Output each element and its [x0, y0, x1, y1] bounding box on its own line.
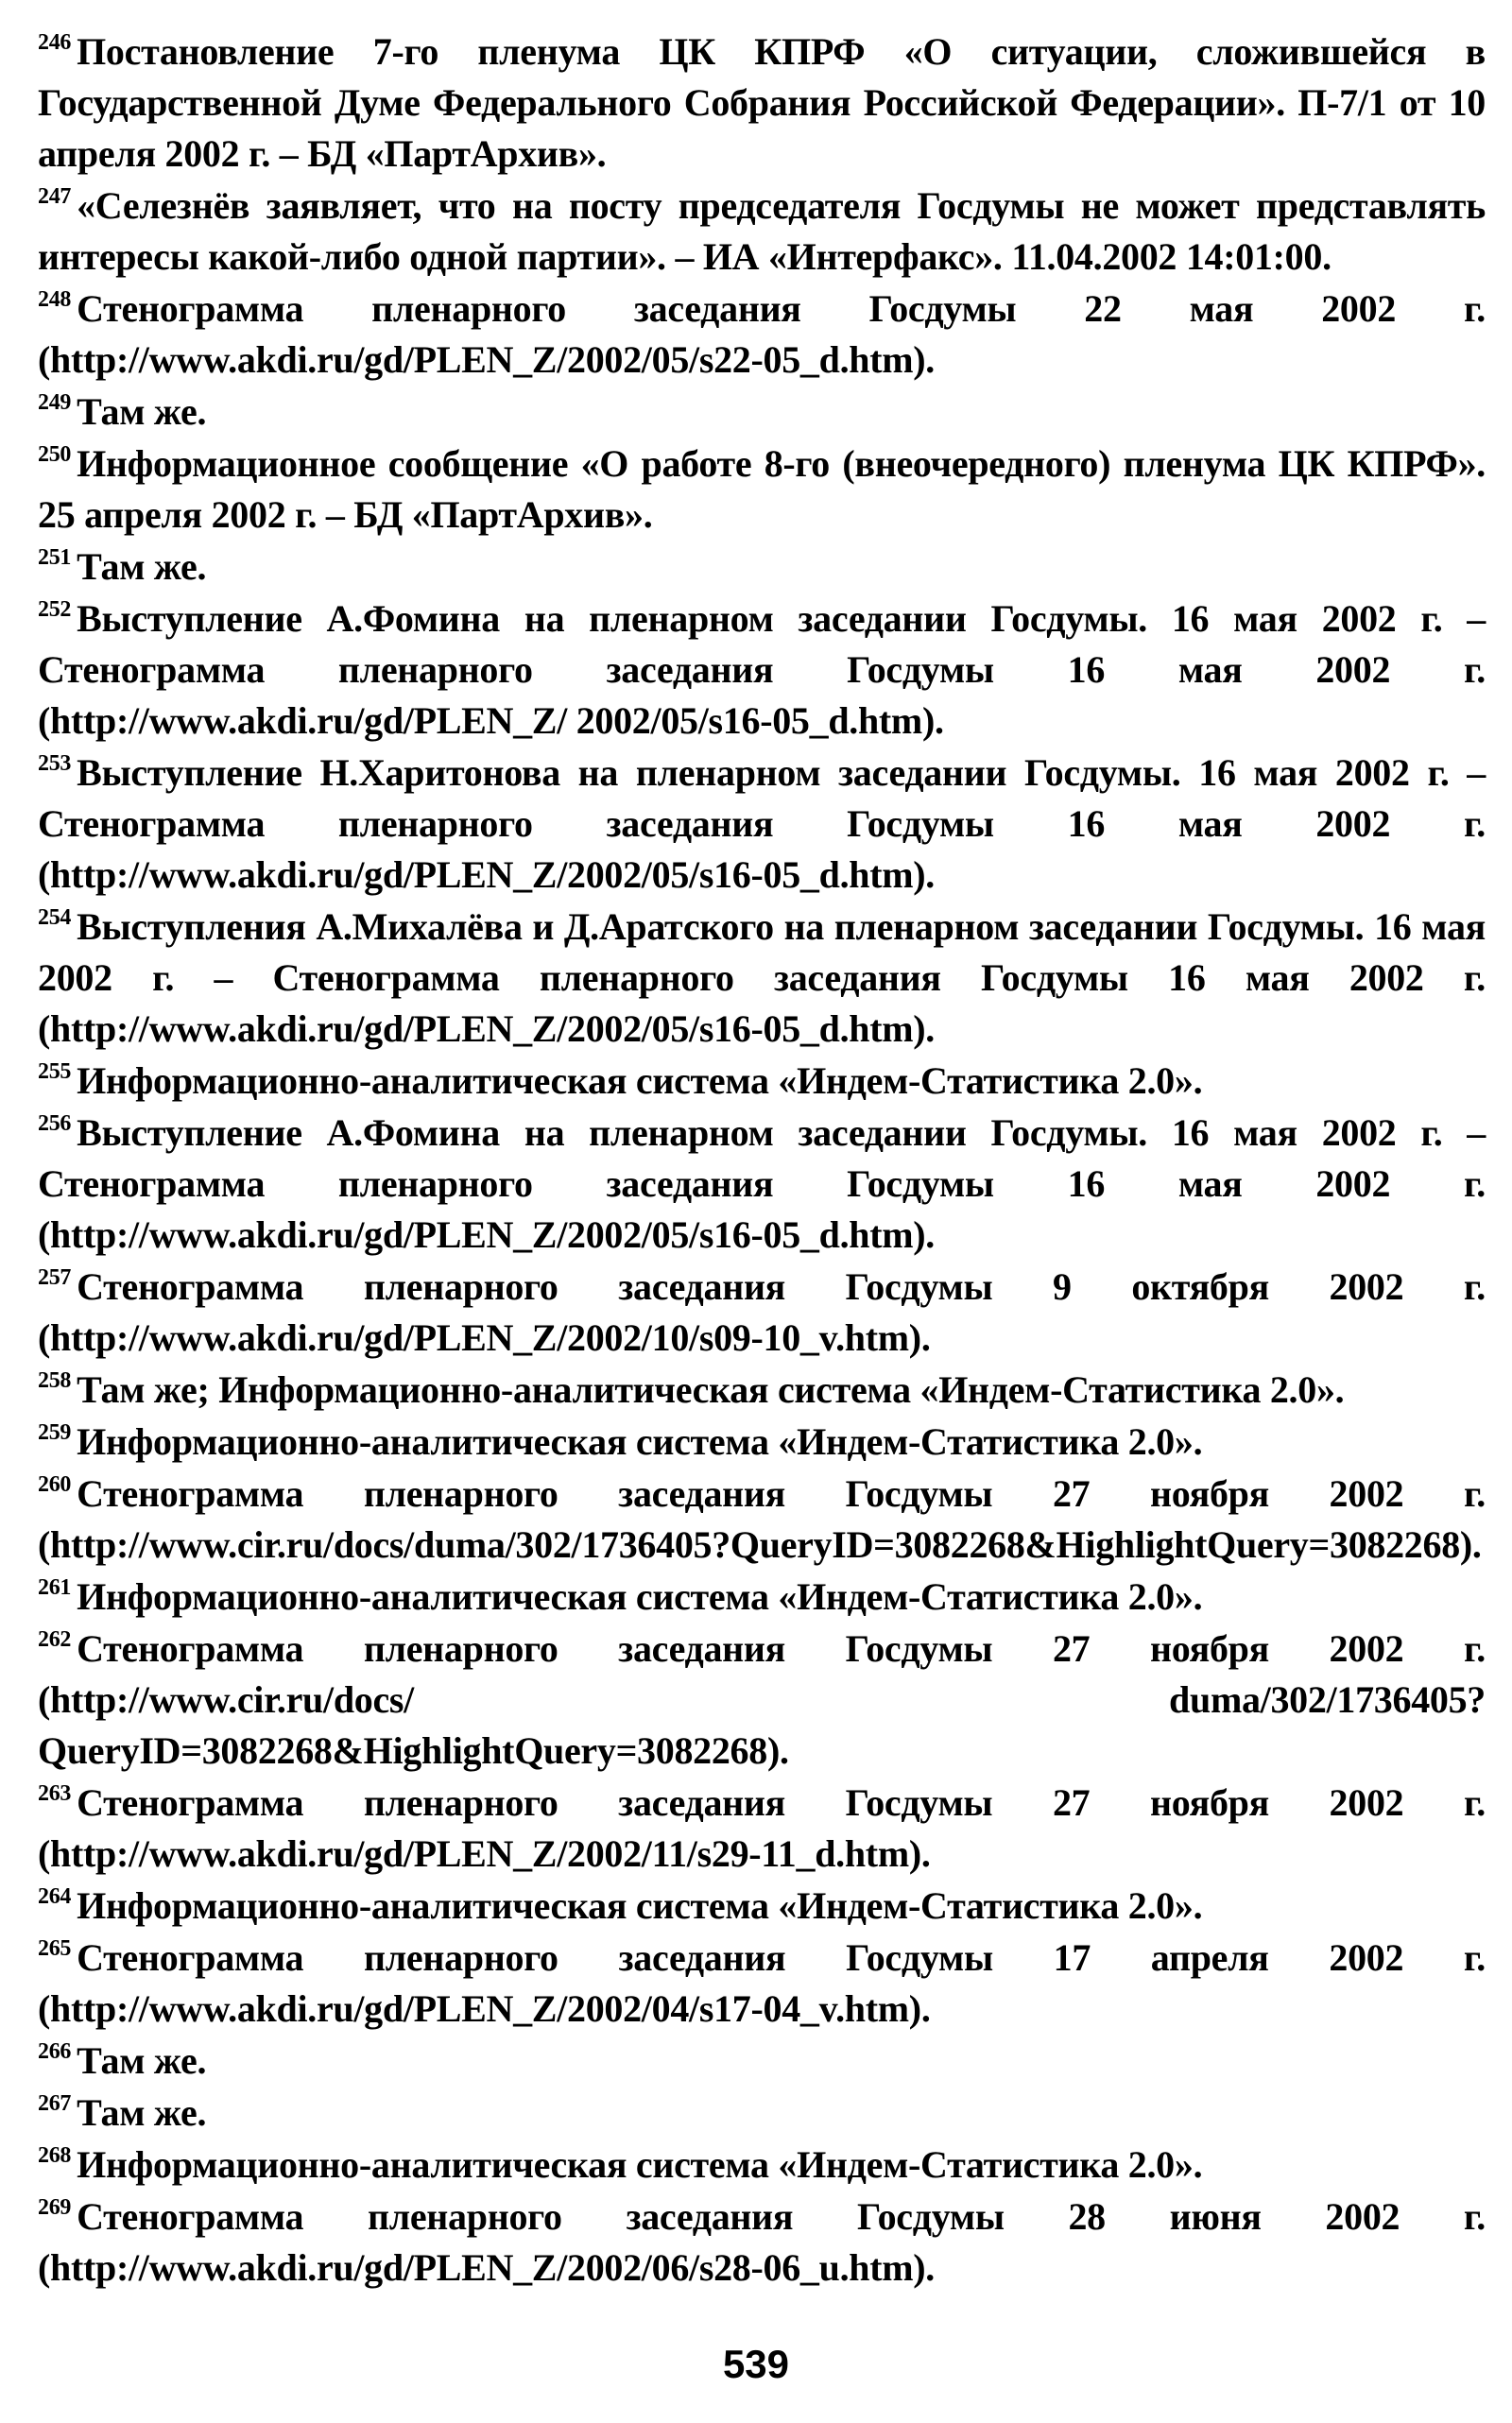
footnote	[38, 1469, 1486, 1571]
footnote-text: Информационно-аналитическая система «Индем-Статистика 2.0».	[77, 1059, 1203, 1102]
footnote	[38, 748, 1486, 901]
footnote-text: Информационно-аналитическая система «Индем-Статистика 2.0».	[77, 1420, 1203, 1463]
footnote-text: Стенограмма пленарного заседания Госдумы 28 июня 2002 г. (http://www.akdi.ru/gd/PLEN_Z/2002/06/s28-06_u.htm).	[38, 2195, 1486, 2289]
footnote-text: Постановление 7-го пленума ЦК КПРФ «О ситуации, сложившейся в Государственной Думе Федерального Собрания Российской Федерации». П-7/1 от 10 апреля 2002 г. – БД «ПартАрхив».	[38, 30, 1486, 175]
footnote-text: «Селезнёв заявляет, что на посту председателя Госдумы не может представлять интересы какой-либо одной партии». – ИА «Интерфакс». 11.04.2002 14:01:00.	[38, 184, 1486, 278]
footnote-text: Информационно-аналитическая система «Индем-Статистика 2.0».	[77, 1575, 1203, 1618]
footnote	[38, 2191, 1486, 2294]
footnote-number: 253	[38, 751, 72, 776]
footnote-number: 259	[38, 1420, 72, 1445]
footnote-text: Информационно-аналитическая система «Индем-Статистика 2.0».	[77, 2143, 1203, 2186]
footnote-number: 258	[38, 1368, 72, 1393]
footnote-text: Там же.	[77, 545, 207, 588]
footnote	[38, 1778, 1486, 1880]
footnote-text: Там же; Информационно-аналитическая система «Индем-Статистика 2.0».	[77, 1368, 1345, 1411]
footnote	[38, 1624, 1486, 1777]
footnotes-list	[38, 26, 1486, 2294]
footnote-text: Стенограмма пленарного заседания Госдумы 27 ноября 2002 г. (http://www.akdi.ru/gd/PLEN_Z/2002/11/s29-11_d.htm).	[38, 1781, 1486, 1875]
footnote	[38, 1108, 1486, 1261]
footnote-number: 252	[38, 597, 72, 622]
footnote	[38, 2088, 1486, 2139]
footnote-number: 268	[38, 2143, 72, 2168]
footnote-text: Стенограмма пленарного заседания Госдумы 9 октября 2002 г. (http://www.akdi.ru/gd/PLEN_Z/2002/10/s09-10_v.htm).	[38, 1265, 1486, 1359]
footnote	[38, 1365, 1486, 1416]
footnote-number: 261	[38, 1575, 72, 1600]
footnote-text: Информационное сообщение «О работе 8-го (внеочередного) пленума ЦК КПРФ». 25 апреля 2002 г. – БД «ПартАрхив».	[38, 442, 1486, 536]
footnote	[38, 284, 1486, 386]
footnote-text: Выступление Н.Харитонова на пленарном заседании Госдумы. 16 мая 2002 г. – Стенограмма пленарного заседания Госдумы 16 мая 2002 г. (http://www.akdi.ru/gd/PLEN_Z/2002/05/s16-05_d.htm).	[38, 751, 1486, 896]
footnote-text: Стенограмма пленарного заседания Госдумы 27 ноября 2002 г. (http://www.cir.ru/docs/ duma/302/1736405?QueryID=3082268&HighlightQuery=3082268).	[38, 1627, 1486, 1772]
footnote	[38, 1572, 1486, 1623]
footnote-number: 246	[38, 30, 72, 55]
footnote	[38, 1881, 1486, 1932]
footnote	[38, 1933, 1486, 2035]
footnote-text: Выступление А.Фомина на пленарном заседании Госдумы. 16 мая 2002 г. – Стенограмма пленарного заседания Госдумы 16 мая 2002 г. (http://www.akdi.ru/gd/PLEN_Z/2002/05/s16-05_d.htm).	[38, 1111, 1486, 1256]
page-number: 539	[722, 2342, 790, 2386]
footnote	[38, 2036, 1486, 2087]
footnote-number: 254	[38, 905, 72, 930]
footnote-text: Стенограмма пленарного заседания Госдумы 27 ноября 2002 г. (http://www.cir.ru/docs/duma/302/1736405?QueryID=3082268&HighlightQuery=3082268).	[38, 1472, 1486, 1566]
footnote	[38, 387, 1486, 438]
footnote	[38, 2139, 1486, 2191]
footnote	[38, 438, 1486, 541]
footnote-number: 257	[38, 1265, 72, 1290]
footnote-text: Стенограмма пленарного заседания Госдумы 17 апреля 2002 г. (http://www.akdi.ru/gd/PLEN_Z/2002/04/s17-04_v.htm).	[38, 1936, 1486, 2030]
footnote-text: Информационно-аналитическая система «Индем-Статистика 2.0».	[77, 1884, 1203, 1927]
footnote	[38, 1417, 1486, 1468]
footnote-number: 266	[38, 2039, 72, 2064]
footnote-number: 256	[38, 1111, 72, 1136]
footnote	[38, 593, 1486, 747]
footnote-number: 265	[38, 1936, 72, 1961]
footnote-number: 249	[38, 390, 72, 415]
footnote-number: 247	[38, 184, 72, 209]
footnote-number: 262	[38, 1627, 72, 1652]
footnote-number: 260	[38, 1472, 72, 1497]
footnote-text: Там же.	[77, 2091, 207, 2134]
footnote-number: 267	[38, 2091, 72, 2116]
footnote-number: 263	[38, 1781, 72, 1806]
footnote	[38, 902, 1486, 1055]
footnote-text: Там же.	[77, 2039, 207, 2082]
footnote-number: 269	[38, 2195, 72, 2220]
footnote-text: Выступления А.Михалёва и Д.Аратского на пленарном заседании Госдумы. 16 мая 2002 г. – Стенограмма пленарного заседания Госдумы 16 мая 2002 г. (http://www.akdi.ru/gd/PLEN_Z/2002/05/s16-05_d.htm).	[38, 905, 1486, 1050]
footnote-text: Там же.	[77, 390, 207, 433]
footnote-number: 251	[38, 545, 72, 570]
footnote	[38, 1056, 1486, 1107]
footnote	[38, 180, 1486, 283]
footnote-number: 248	[38, 287, 72, 312]
footnote	[38, 26, 1486, 180]
footnote-number: 264	[38, 1884, 72, 1909]
footnote-number: 255	[38, 1059, 72, 1084]
footnote	[38, 541, 1486, 593]
footnote-number: 250	[38, 442, 72, 467]
footnote-text: Выступление А.Фомина на пленарном заседании Госдумы. 16 мая 2002 г. – Стенограмма пленарного заседания Госдумы 16 мая 2002 г. (http://www.akdi.ru/gd/PLEN_Z/ 2002/05/s16-05_d.htm).	[38, 597, 1486, 742]
footnote	[38, 1262, 1486, 1364]
footnote-text: Стенограмма пленарного заседания Госдумы 22 мая 2002 г. (http://www.akdi.ru/gd/PLEN_Z/2002/05/s22-05_d.htm).	[38, 287, 1486, 381]
